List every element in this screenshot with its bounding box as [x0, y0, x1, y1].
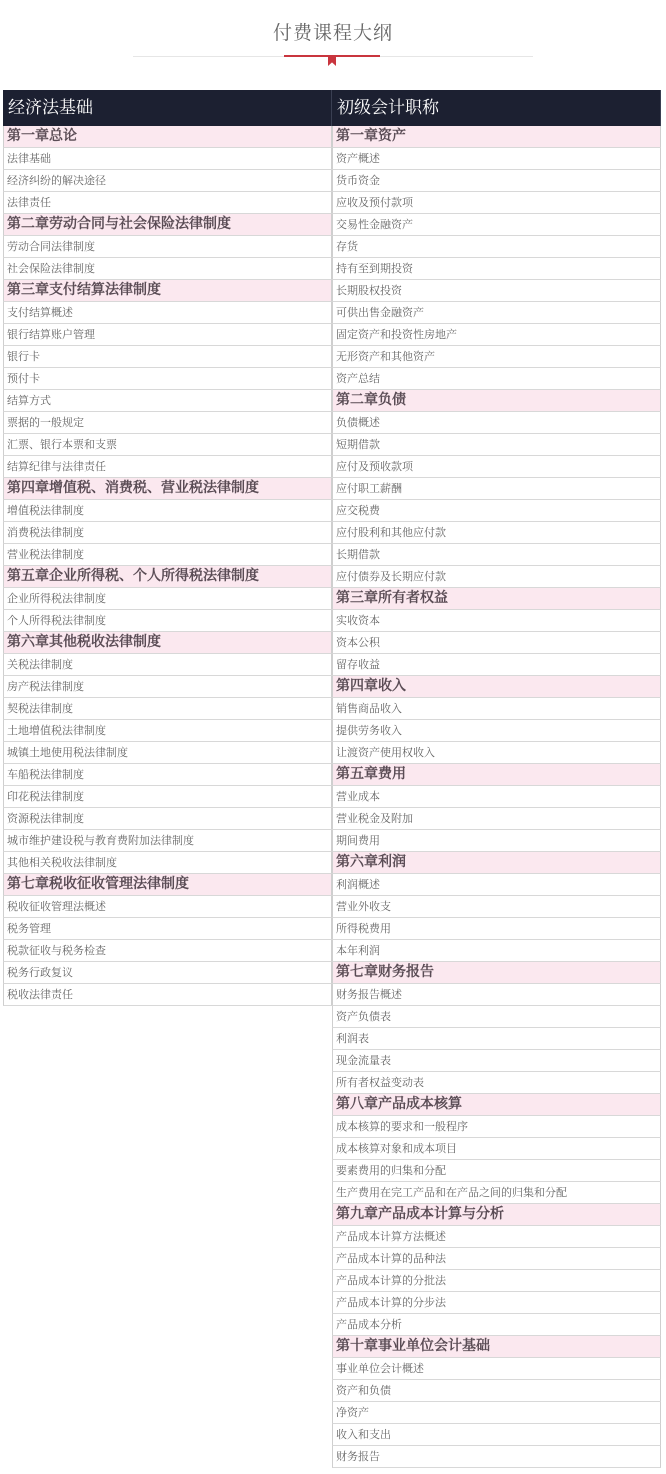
section-item: 税收征收管理法概述	[3, 896, 332, 918]
section-item: 持有至到期投资	[332, 258, 661, 280]
section-item: 产品成本计算的分步法	[332, 1292, 661, 1314]
chapter-heading: 第六章利润	[332, 852, 661, 874]
section-item: 税收法律责任	[3, 984, 332, 1006]
chapter-heading: 第二章负债	[332, 390, 661, 412]
section-item: 应收及预付款项	[332, 192, 661, 214]
section-item: 税务行政复议	[3, 962, 332, 984]
section-item: 营业税法律制度	[3, 544, 332, 566]
section-item: 增值税法律制度	[3, 500, 332, 522]
chapter-heading: 第七章税收征收管理法律制度	[3, 874, 332, 896]
chapter-heading: 第七章财务报告	[332, 962, 661, 984]
section-item: 要素费用的归集和分配	[332, 1160, 661, 1182]
section-item: 车船税法律制度	[3, 764, 332, 786]
section-item: 社会保险法律制度	[3, 258, 332, 280]
chapter-heading: 第二章劳动合同与社会保险法律制度	[3, 214, 332, 236]
section-item: 法律基础	[3, 148, 332, 170]
section-item: 本年利润	[332, 940, 661, 962]
section-item: 固定资产和投资性房地产	[332, 324, 661, 346]
section-item: 结算方式	[3, 390, 332, 412]
section-item: 留存收益	[332, 654, 661, 676]
section-item: 营业外收支	[332, 896, 661, 918]
section-item: 其他相关税收法律制度	[3, 852, 332, 874]
section-item: 印花税法律制度	[3, 786, 332, 808]
section-item: 资本公积	[332, 632, 661, 654]
column-economic-law	[3, 90, 332, 1006]
section-item: 经济纠纷的解决途径	[3, 170, 332, 192]
section-item: 财务报告	[332, 1446, 661, 1468]
section-item: 关税法律制度	[3, 654, 332, 676]
section-item: 利润表	[332, 1028, 661, 1050]
title-accent-line	[284, 55, 380, 57]
chapter-heading: 第五章费用	[332, 764, 661, 786]
chapter-heading: 第八章产品成本核算	[332, 1094, 661, 1116]
column-header: 经济法基础	[3, 90, 332, 126]
section-item: 短期借款	[332, 434, 661, 456]
section-item: 银行结算账户管理	[3, 324, 332, 346]
chapter-heading: 第六章其他税收法律制度	[3, 632, 332, 654]
section-item: 应交税费	[332, 500, 661, 522]
section-item: 个人所得税法律制度	[3, 610, 332, 632]
chapter-heading: 第三章所有者权益	[332, 588, 661, 610]
section-item: 汇票、银行本票和支票	[3, 434, 332, 456]
section-item: 交易性金融资产	[332, 214, 661, 236]
section-item: 资产负债表	[332, 1006, 661, 1028]
section-item: 产品成本计算方法概述	[332, 1226, 661, 1248]
section-item: 房产税法律制度	[3, 676, 332, 698]
section-item: 应付债券及长期应付款	[332, 566, 661, 588]
section-item: 期间费用	[332, 830, 661, 852]
chapter-heading: 第四章增值税、消费税、营业税法律制度	[3, 478, 332, 500]
section-item: 产品成本计算的品种法	[332, 1248, 661, 1270]
section-item: 企业所得税法律制度	[3, 588, 332, 610]
chapter-heading: 第十章事业单位会计基础	[332, 1336, 661, 1358]
section-item: 契税法律制度	[3, 698, 332, 720]
section-item: 实收资本	[332, 610, 661, 632]
section-item: 城镇土地使用税法律制度	[3, 742, 332, 764]
bookmark-icon	[328, 57, 336, 66]
chapter-heading: 第一章资产	[332, 126, 661, 148]
section-item: 消费税法律制度	[3, 522, 332, 544]
section-item: 产品成本计算的分批法	[332, 1270, 661, 1292]
section-item: 可供出售金融资产	[332, 302, 661, 324]
section-item: 税款征收与税务检查	[3, 940, 332, 962]
section-item: 资产总结	[332, 368, 661, 390]
section-item: 所有者权益变动表	[332, 1072, 661, 1094]
chapter-heading: 第一章总论	[3, 126, 332, 148]
section-item: 财务报告概述	[332, 984, 661, 1006]
section-item: 资产和负债	[332, 1380, 661, 1402]
section-item: 预付卡	[3, 368, 332, 390]
section-item: 长期股权投资	[332, 280, 661, 302]
section-item: 应付职工薪酬	[332, 478, 661, 500]
chapter-heading: 第九章产品成本计算与分析	[332, 1204, 661, 1226]
section-item: 收入和支出	[332, 1424, 661, 1446]
section-item: 法律责任	[3, 192, 332, 214]
section-item: 资产概述	[332, 148, 661, 170]
chapter-heading: 第四章收入	[332, 676, 661, 698]
section-item: 劳动合同法律制度	[3, 236, 332, 258]
section-item: 事业单位会计概述	[332, 1358, 661, 1380]
column-junior-accounting	[332, 90, 661, 1468]
page-title: 付费课程大纲	[272, 22, 393, 44]
section-item: 生产费用在完工产品和在产品之间的归集和分配	[332, 1182, 661, 1204]
section-item: 现金流量表	[332, 1050, 661, 1072]
section-item: 应付股利和其他应付款	[332, 522, 661, 544]
section-item: 无形资产和其他资产	[332, 346, 661, 368]
section-item: 所得税费用	[332, 918, 661, 940]
section-item: 产品成本分析	[332, 1314, 661, 1336]
section-item: 货币资金	[332, 170, 661, 192]
chapter-heading: 第三章支付结算法律制度	[3, 280, 332, 302]
section-item: 税务管理	[3, 918, 332, 940]
section-item: 让渡资产使用权收入	[332, 742, 661, 764]
section-item: 资源税法律制度	[3, 808, 332, 830]
section-item: 提供劳务收入	[332, 720, 661, 742]
section-item: 利润概述	[332, 874, 661, 896]
section-item: 票据的一般规定	[3, 412, 332, 434]
section-item: 存货	[332, 236, 661, 258]
section-item: 银行卡	[3, 346, 332, 368]
chapter-heading: 第五章企业所得税、个人所得税法律制度	[3, 566, 332, 588]
section-item: 长期借款	[332, 544, 661, 566]
section-item: 营业成本	[332, 786, 661, 808]
section-item: 销售商品收入	[332, 698, 661, 720]
section-item: 负债概述	[332, 412, 661, 434]
section-item: 土地增值税法律制度	[3, 720, 332, 742]
section-item: 净资产	[332, 1402, 661, 1424]
section-item: 成本核算的要求和一般程序	[332, 1116, 661, 1138]
section-item: 支付结算概述	[3, 302, 332, 324]
section-item: 应付及预收款项	[332, 456, 661, 478]
section-item: 结算纪律与法律责任	[3, 456, 332, 478]
section-item: 成本核算对象和成本项目	[332, 1138, 661, 1160]
section-item: 城市维护建设税与教育费附加法律制度	[3, 830, 332, 852]
section-item: 营业税金及附加	[332, 808, 661, 830]
column-header: 初级会计职称	[332, 90, 661, 126]
